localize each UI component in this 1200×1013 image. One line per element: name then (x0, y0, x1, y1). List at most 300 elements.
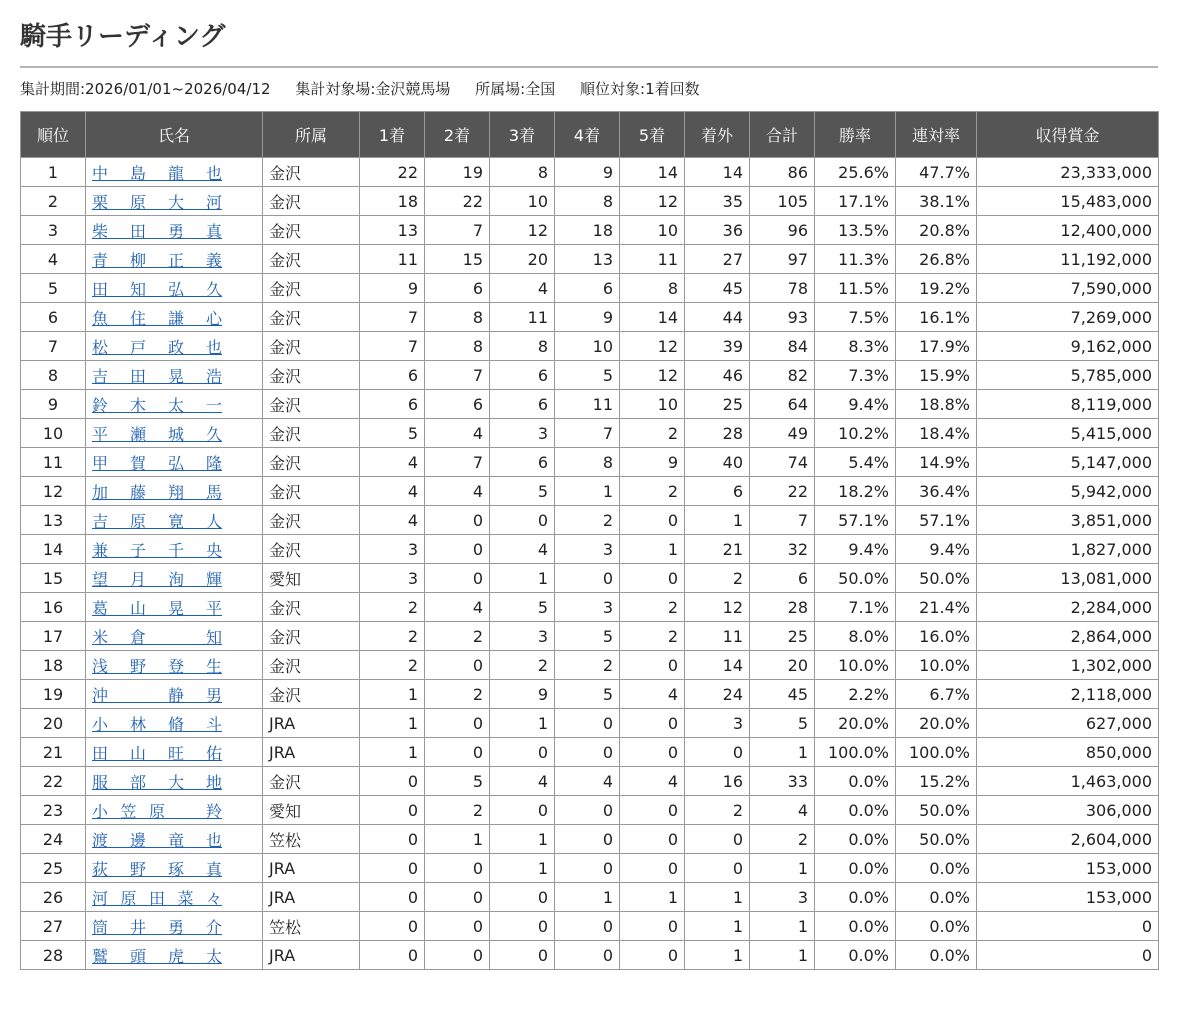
table-cell: 0 (360, 941, 425, 970)
jockey-name-cell[interactable] (86, 854, 263, 883)
table-cell: 7 (360, 303, 425, 332)
table-cell: 1 (685, 912, 750, 941)
table-cell: 11 (490, 303, 555, 332)
table-cell: 2,284,000 (977, 593, 1159, 622)
table-cell: 40 (685, 448, 750, 477)
table-cell: 10 (490, 187, 555, 216)
jockey-name-cell[interactable] (86, 361, 263, 390)
jockey-name-link[interactable]: 葛山晃平 (92, 598, 222, 618)
table-cell: 3 (750, 883, 815, 912)
table-cell: 1 (21, 158, 86, 187)
table-cell: 8.0% (815, 622, 896, 651)
table-cell: 3 (685, 709, 750, 738)
table-cell: 11 (620, 245, 685, 274)
table-cell: 17.9% (896, 332, 977, 361)
table-cell: 9 (360, 274, 425, 303)
table-cell: 0 (620, 564, 685, 593)
table-cell: 0 (620, 941, 685, 970)
table-cell: 5 (555, 680, 620, 709)
table-cell: 金沢 (263, 593, 360, 622)
table-cell: 金沢 (263, 245, 360, 274)
table-cell: 1 (360, 680, 425, 709)
jockey-name-cell[interactable] (86, 883, 263, 912)
table-cell: 13,081,000 (977, 564, 1159, 593)
table-cell: 9 (555, 303, 620, 332)
jockey-name-link[interactable]: 魚住謙心 (92, 308, 222, 328)
jockey-name-link[interactable]: 松戸政也 (92, 337, 222, 357)
table-row (21, 680, 1159, 709)
table-cell: 14.9% (896, 448, 977, 477)
table-cell: 4 (490, 274, 555, 303)
table-cell: 0 (360, 825, 425, 854)
table-cell: 19.2% (896, 274, 977, 303)
jockey-name-link[interactable]: 望月洵輝 (92, 569, 222, 589)
column-header: 3着 (490, 112, 555, 158)
table-cell: 6 (425, 274, 490, 303)
jockey-name-cell[interactable] (86, 448, 263, 477)
table-cell: 15,483,000 (977, 187, 1159, 216)
column-header: 2着 (425, 112, 490, 158)
table-cell: 28 (685, 419, 750, 448)
table-cell: 22 (750, 477, 815, 506)
jockey-name-link[interactable]: 河原田菜々 (92, 888, 222, 908)
table-row (21, 187, 1159, 216)
table-cell: 0 (555, 912, 620, 941)
jockey-name-cell[interactable] (86, 593, 263, 622)
table-cell: 86 (750, 158, 815, 187)
table-cell: 12 (21, 477, 86, 506)
table-cell: 4 (21, 245, 86, 274)
jockey-name-cell[interactable] (86, 680, 263, 709)
table-cell: 64 (750, 390, 815, 419)
jockey-name-link[interactable]: 吉田晃浩 (92, 366, 222, 386)
table-cell: 2,864,000 (977, 622, 1159, 651)
table-cell: 1 (555, 477, 620, 506)
table-cell: 0 (425, 564, 490, 593)
table-cell: 5,415,000 (977, 419, 1159, 448)
table-row (21, 158, 1159, 187)
table-cell: 14 (620, 303, 685, 332)
table-cell: 0 (490, 506, 555, 535)
table-cell: 4 (620, 680, 685, 709)
jockey-name-cell[interactable] (86, 796, 263, 825)
column-header: 連対率 (896, 112, 977, 158)
table-cell: 金沢 (263, 158, 360, 187)
table-cell: 8,119,000 (977, 390, 1159, 419)
page-title: 騎手リーディング (20, 18, 1158, 68)
table-cell: 0 (425, 941, 490, 970)
table-cell: 12 (490, 216, 555, 245)
jockey-name-cell[interactable] (86, 825, 263, 854)
table-cell: 78 (750, 274, 815, 303)
table-cell: 0 (555, 564, 620, 593)
table-cell: 9,162,000 (977, 332, 1159, 361)
table-row (21, 274, 1159, 303)
table-cell: 20 (750, 651, 815, 680)
table-cell: 7.5% (815, 303, 896, 332)
table-cell: 0.0% (815, 941, 896, 970)
table-cell: 0 (555, 854, 620, 883)
jockey-name-cell[interactable] (86, 941, 263, 970)
table-cell: 25.6% (815, 158, 896, 187)
table-cell: 0 (425, 506, 490, 535)
jockey-name-link[interactable]: 渡邊竜也 (92, 830, 222, 850)
table-cell: 20.0% (896, 709, 977, 738)
table-cell: 45 (750, 680, 815, 709)
table-cell: 金沢 (263, 361, 360, 390)
table-cell: 57.1% (896, 506, 977, 535)
jockey-name-link[interactable]: 柴田勇真 (92, 221, 222, 241)
jockey-name-cell[interactable] (86, 274, 263, 303)
table-row (21, 825, 1159, 854)
table-cell: 16 (685, 767, 750, 796)
table-cell: 36 (685, 216, 750, 245)
filter-affiliation: 所属場:全国 (475, 80, 556, 98)
jockey-name-link[interactable]: 鷲頭虎太 (92, 946, 222, 966)
column-header: 収得賞金 (977, 112, 1159, 158)
table-cell: 2 (360, 593, 425, 622)
jockey-name-cell[interactable] (86, 535, 263, 564)
table-cell: 7 (425, 216, 490, 245)
table-cell: 0 (620, 825, 685, 854)
jockey-name-link[interactable]: 栗原大河 (92, 192, 222, 212)
table-cell: 7 (425, 448, 490, 477)
table-cell: 28 (21, 941, 86, 970)
table-cell: 0 (620, 854, 685, 883)
jockey-name-cell[interactable] (86, 622, 263, 651)
jockey-name-link[interactable]: 田知弘久 (92, 279, 222, 299)
table-cell: 愛知 (263, 564, 360, 593)
jockey-name-cell[interactable] (86, 738, 263, 767)
table-cell: 2 (490, 651, 555, 680)
table-cell: 1 (620, 535, 685, 564)
jockey-name-link[interactable]: 服部大地 (92, 772, 222, 792)
jockey-name-link[interactable]: 兼子千央 (92, 540, 222, 560)
jockey-name-cell[interactable] (86, 245, 263, 274)
table-cell: 10.2% (815, 419, 896, 448)
jockey-name-cell[interactable] (86, 187, 263, 216)
table-cell: 5 (555, 361, 620, 390)
table-cell: 1 (750, 941, 815, 970)
table-cell: 22 (425, 187, 490, 216)
table-cell: 7 (750, 506, 815, 535)
table-cell: 2 (750, 825, 815, 854)
table-row (21, 883, 1159, 912)
table-cell: 8 (620, 274, 685, 303)
column-header: 所属 (263, 112, 360, 158)
table-cell: 0.0% (815, 854, 896, 883)
table-row (21, 738, 1159, 767)
table-cell: 金沢 (263, 274, 360, 303)
jockey-name-link[interactable]: 田山旺佑 (92, 743, 222, 763)
table-row (21, 361, 1159, 390)
table-cell: 4 (490, 535, 555, 564)
jockey-name-cell[interactable] (86, 506, 263, 535)
table-cell: 16 (21, 593, 86, 622)
jockey-name-cell[interactable] (86, 564, 263, 593)
table-cell: 金沢 (263, 506, 360, 535)
table-cell: 0 (685, 825, 750, 854)
table-cell: 1,463,000 (977, 767, 1159, 796)
jockey-name-link[interactable]: 米倉 知 (92, 627, 222, 647)
table-row (21, 390, 1159, 419)
table-cell: 0.0% (815, 912, 896, 941)
table-cell: 96 (750, 216, 815, 245)
table-cell: 3 (555, 535, 620, 564)
jockey-name-link[interactable]: 鈴木太一 (92, 395, 222, 415)
table-cell: 0.0% (815, 796, 896, 825)
table-cell: 2 (425, 796, 490, 825)
table-cell: 6 (685, 477, 750, 506)
table-cell: JRA (263, 883, 360, 912)
table-cell: 18.2% (815, 477, 896, 506)
table-cell: 0 (685, 854, 750, 883)
table-cell: 0 (490, 883, 555, 912)
table-cell: 金沢 (263, 390, 360, 419)
table-cell: 19 (425, 158, 490, 187)
table-cell: 6 (555, 274, 620, 303)
table-cell: 2 (21, 187, 86, 216)
table-cell: 6 (750, 564, 815, 593)
table-cell: 1 (490, 825, 555, 854)
table-cell: 0 (360, 767, 425, 796)
table-cell: JRA (263, 738, 360, 767)
table-cell: 33 (750, 767, 815, 796)
table-cell: 6 (360, 390, 425, 419)
jockey-name-cell[interactable] (86, 390, 263, 419)
table-cell: 15.9% (896, 361, 977, 390)
table-cell: JRA (263, 854, 360, 883)
table-cell: 0 (555, 796, 620, 825)
table-cell: 39 (685, 332, 750, 361)
table-cell: 13 (555, 245, 620, 274)
table-cell: 1 (490, 709, 555, 738)
table-cell: 金沢 (263, 332, 360, 361)
table-cell: 7,269,000 (977, 303, 1159, 332)
table-cell: 金沢 (263, 303, 360, 332)
table-cell: 14 (620, 158, 685, 187)
table-cell: 6 (425, 390, 490, 419)
table-cell: 10 (620, 390, 685, 419)
table-cell: 10 (21, 419, 86, 448)
table-cell: 3 (21, 216, 86, 245)
table-cell: 0 (360, 883, 425, 912)
table-cell: 9 (555, 158, 620, 187)
jockey-name-cell[interactable] (86, 158, 263, 187)
jockey-name-link[interactable]: 平瀬城久 (92, 424, 222, 444)
table-cell: 10.0% (815, 651, 896, 680)
table-cell: 0.0% (896, 883, 977, 912)
jockey-name-cell[interactable] (86, 419, 263, 448)
table-cell: 2 (620, 419, 685, 448)
table-cell: JRA (263, 941, 360, 970)
table-cell: 0.0% (815, 825, 896, 854)
table-cell: 1 (425, 825, 490, 854)
table-cell: 12 (620, 332, 685, 361)
table-cell: 10 (555, 332, 620, 361)
table-cell: 105 (750, 187, 815, 216)
table-cell: 金沢 (263, 622, 360, 651)
table-cell: 8 (425, 332, 490, 361)
table-row (21, 767, 1159, 796)
table-cell: 1 (620, 883, 685, 912)
table-cell: 金沢 (263, 419, 360, 448)
table-cell: 18.4% (896, 419, 977, 448)
column-header: 5着 (620, 112, 685, 158)
table-cell: 2,118,000 (977, 680, 1159, 709)
table-cell: 2 (620, 593, 685, 622)
table-cell: 2 (555, 506, 620, 535)
table-cell: 0 (490, 941, 555, 970)
table-cell: 4 (360, 506, 425, 535)
table-cell: 6.7% (896, 680, 977, 709)
table-cell: 7,590,000 (977, 274, 1159, 303)
jockey-name-cell[interactable] (86, 651, 263, 680)
jockey-name-cell[interactable] (86, 767, 263, 796)
table-cell: 46 (685, 361, 750, 390)
table-cell: 愛知 (263, 796, 360, 825)
table-cell: 12,400,000 (977, 216, 1159, 245)
table-row (21, 564, 1159, 593)
jockey-name-link[interactable]: 筒井勇介 (92, 917, 222, 937)
table-row (21, 651, 1159, 680)
table-cell: 5 (490, 477, 555, 506)
table-cell: 9.4% (815, 390, 896, 419)
table-cell: 2 (685, 564, 750, 593)
table-body (21, 158, 1159, 970)
jockey-name-link[interactable]: 吉原寛人 (92, 511, 222, 531)
table-cell: 25 (21, 854, 86, 883)
table-cell: 1 (490, 854, 555, 883)
table-cell: 10 (620, 216, 685, 245)
table-cell: 25 (750, 622, 815, 651)
table-cell: 306,000 (977, 796, 1159, 825)
table-cell: 1,827,000 (977, 535, 1159, 564)
table-cell: 1 (750, 912, 815, 941)
table-cell: 18 (555, 216, 620, 245)
table-cell: 2 (685, 796, 750, 825)
table-cell: JRA (263, 709, 360, 738)
table-cell: 21 (685, 535, 750, 564)
table-cell: 17.1% (815, 187, 896, 216)
table-cell: 0.0% (815, 883, 896, 912)
table-cell: 20.8% (896, 216, 977, 245)
jockey-name-link[interactable]: 小笠原 羚 (92, 801, 222, 821)
table-row (21, 854, 1159, 883)
table-cell: 8 (490, 332, 555, 361)
table-cell: 0 (620, 651, 685, 680)
table-cell: 20 (490, 245, 555, 274)
jockey-name-link[interactable]: 甲賀弘隆 (92, 453, 222, 473)
jockey-name-link[interactable]: 沖 静男 (92, 685, 222, 705)
table-cell: 金沢 (263, 477, 360, 506)
table-cell: 13.5% (815, 216, 896, 245)
table-cell: 11,192,000 (977, 245, 1159, 274)
table-cell: 4 (425, 477, 490, 506)
table-cell: 6 (490, 361, 555, 390)
table-cell: 金沢 (263, 448, 360, 477)
table-cell: 15 (21, 564, 86, 593)
table-cell: 100.0% (815, 738, 896, 767)
table-cell: 金沢 (263, 680, 360, 709)
table-cell: 24 (685, 680, 750, 709)
table-cell: 36.4% (896, 477, 977, 506)
table-cell: 27 (21, 912, 86, 941)
table-cell: 50.0% (815, 564, 896, 593)
table-cell: 5 (750, 709, 815, 738)
table-cell: 5 (490, 593, 555, 622)
jockey-name-link[interactable]: 浅野登生 (92, 656, 222, 676)
jockey-name-link[interactable]: 荻野琢真 (92, 859, 222, 879)
table-cell: 2 (620, 622, 685, 651)
table-cell: 0 (360, 912, 425, 941)
table-row (21, 332, 1159, 361)
table-cell: 1 (750, 854, 815, 883)
table-cell: 24 (21, 825, 86, 854)
table-cell: 20.0% (815, 709, 896, 738)
filter-ranking-basis: 順位対象:1着回数 (580, 80, 700, 98)
table-cell: 5 (360, 419, 425, 448)
table-cell: 47.7% (896, 158, 977, 187)
table-cell: 0 (555, 709, 620, 738)
jockey-name-cell[interactable] (86, 303, 263, 332)
table-cell: 7 (21, 332, 86, 361)
column-header: 合計 (750, 112, 815, 158)
table-cell: 6 (490, 448, 555, 477)
jockey-name-cell[interactable] (86, 216, 263, 245)
table-cell: 金沢 (263, 535, 360, 564)
table-row (21, 941, 1159, 970)
table-cell: 9 (490, 680, 555, 709)
table-cell: 100.0% (896, 738, 977, 767)
jockey-name-cell[interactable] (86, 709, 263, 738)
table-cell: 153,000 (977, 854, 1159, 883)
table-cell: 7 (425, 361, 490, 390)
jockey-name-cell[interactable] (86, 332, 263, 361)
table-cell: 7.1% (815, 593, 896, 622)
jockey-name-link[interactable]: 加藤翔馬 (92, 482, 222, 502)
table-cell: 0 (425, 738, 490, 767)
table-cell: 8 (555, 448, 620, 477)
table-row (21, 506, 1159, 535)
jockey-name-link[interactable]: 青柳正義 (92, 250, 222, 270)
table-row (21, 216, 1159, 245)
table-cell: 7 (555, 419, 620, 448)
table-row (21, 245, 1159, 274)
table-cell: 6 (360, 361, 425, 390)
table-cell: 1 (490, 564, 555, 593)
table-cell: 2 (425, 680, 490, 709)
table-cell: 27 (685, 245, 750, 274)
jockey-name-cell[interactable] (86, 477, 263, 506)
table-cell: 3 (360, 535, 425, 564)
table-cell: 3 (360, 564, 425, 593)
table-cell: 8 (21, 361, 86, 390)
table-cell: 93 (750, 303, 815, 332)
table-cell: 8 (490, 158, 555, 187)
table-cell: 32 (750, 535, 815, 564)
table-cell: 0 (490, 738, 555, 767)
table-cell: 38.1% (896, 187, 977, 216)
column-header: 着外 (685, 112, 750, 158)
table-cell: 2 (620, 477, 685, 506)
table-cell: 82 (750, 361, 815, 390)
jockey-name-link[interactable]: 中島龍也 (92, 163, 222, 183)
jockey-name-cell[interactable] (86, 912, 263, 941)
jockey-name-link[interactable]: 小林脩斗 (92, 714, 222, 734)
table-row (21, 535, 1159, 564)
table-cell: 14 (685, 158, 750, 187)
